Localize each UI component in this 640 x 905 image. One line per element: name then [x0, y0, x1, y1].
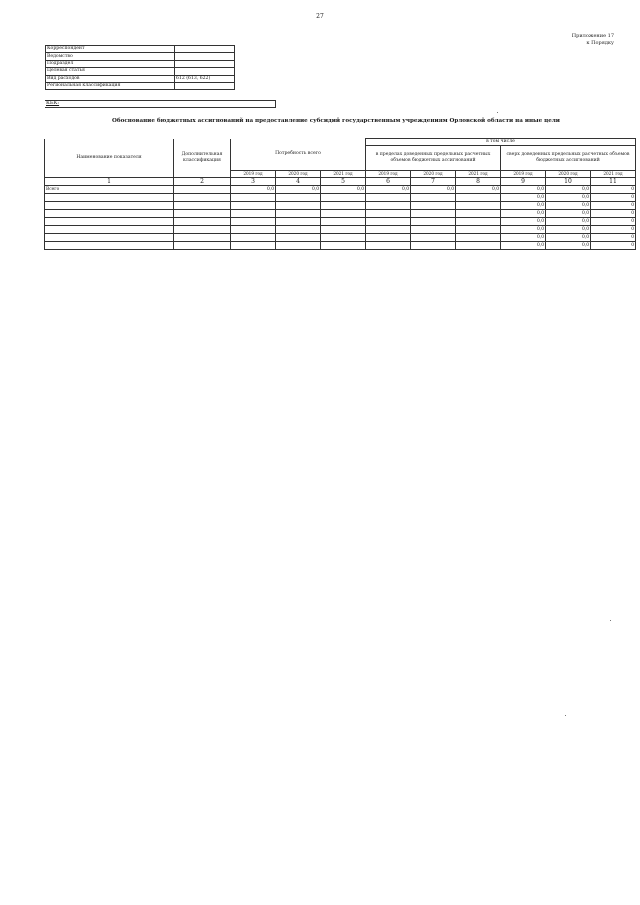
cell-value: 0 — [591, 234, 636, 242]
cell — [174, 202, 231, 210]
cell-value: 0,0 — [501, 226, 546, 234]
cell-value: 0 — [591, 210, 636, 218]
cell — [231, 194, 276, 202]
document-title: Обоснование бюджетных ассигнований на предоставление субсидий государственным учреждениям Орловской области на иные цели — [112, 118, 560, 124]
classification-label: Подраздел — [46, 60, 175, 67]
cell — [456, 210, 501, 218]
total-value: 0,0 — [546, 186, 591, 194]
total-value: 0,0 — [366, 186, 411, 194]
cell — [45, 242, 174, 250]
appendix-note — [572, 33, 614, 47]
cell — [366, 210, 411, 218]
cell — [174, 234, 231, 242]
cell — [174, 226, 231, 234]
year-header: 2019 год — [231, 171, 276, 178]
cell — [411, 234, 456, 242]
column-number: 10 — [546, 178, 591, 186]
classification-row — [46, 46, 235, 53]
cell-value: 0,0 — [546, 226, 591, 234]
classification-value — [175, 46, 235, 53]
total-value: 0,0 — [321, 186, 366, 194]
classification-value — [175, 53, 235, 60]
cell — [366, 242, 411, 250]
appendix-line-1: Приложение 17 — [571, 33, 614, 39]
cell — [456, 194, 501, 202]
year-header: 2020 год — [411, 171, 456, 178]
cell — [411, 202, 456, 210]
cell — [321, 194, 366, 202]
cell-value: 0,0 — [546, 234, 591, 242]
classification-label: Корреспондент — [46, 46, 175, 53]
cell-value: 0,0 — [546, 194, 591, 202]
cell — [411, 194, 456, 202]
table-row — [45, 202, 636, 210]
cell — [174, 210, 231, 218]
cell-value: 0,0 — [501, 210, 546, 218]
page-number: 27 — [316, 13, 324, 20]
cell — [276, 242, 321, 250]
cell — [276, 194, 321, 202]
year-header: 2020 год — [276, 171, 321, 178]
classification-row — [46, 68, 235, 75]
cell — [231, 218, 276, 226]
cell — [366, 226, 411, 234]
cell — [456, 242, 501, 250]
cell — [276, 226, 321, 234]
table-row — [45, 242, 636, 250]
cell — [231, 242, 276, 250]
header-total-need: Потребность всего — [231, 139, 366, 171]
cell — [411, 210, 456, 218]
cell — [231, 202, 276, 210]
cell — [174, 242, 231, 250]
kbk-field — [45, 100, 276, 108]
cell — [411, 218, 456, 226]
header-within-limits: в пределах доведенных предельных расчетных объемов бюджетных ассигнований — [366, 146, 501, 171]
cell — [231, 226, 276, 234]
total-label: Всего — [45, 186, 174, 194]
total-value: 0,0 — [456, 186, 501, 194]
cell — [456, 226, 501, 234]
classification-label: Вид расходов — [46, 75, 175, 82]
cell-value: 0,0 — [546, 242, 591, 250]
cell-value: 0,0 — [546, 210, 591, 218]
cell-value: 0 — [591, 194, 636, 202]
cell — [321, 234, 366, 242]
cell-value: 0,0 — [546, 218, 591, 226]
header-above-limits: сверх доведенных предельных расчетных объемов бюджетных ассигнований — [501, 146, 636, 171]
year-header: 2021 год — [456, 171, 501, 178]
column-number: 6 — [366, 178, 411, 186]
total-row — [45, 186, 636, 194]
cell — [276, 218, 321, 226]
classification-value — [175, 68, 235, 75]
classification-value: 612 (613, 622) — [175, 75, 235, 82]
kbk-label: КБК: — [46, 100, 60, 106]
cell — [456, 218, 501, 226]
header-extra-classification: Дополнительная классификация — [174, 139, 231, 178]
cell-value: 0 — [591, 218, 636, 226]
classification-row — [46, 75, 235, 82]
cell — [321, 242, 366, 250]
column-number: 7 — [411, 178, 456, 186]
classification-label: Региональная классификация — [46, 82, 175, 89]
classification-label: Целевая статья — [46, 68, 175, 75]
year-header: 2020 год — [546, 171, 591, 178]
column-number: 11 — [591, 178, 636, 186]
cell-value: 0,0 — [501, 194, 546, 202]
column-number: 1 — [45, 178, 174, 186]
table-row — [45, 226, 636, 234]
cell — [174, 194, 231, 202]
classification-table — [45, 45, 235, 90]
cell-value: 0,0 — [501, 202, 546, 210]
cell — [174, 218, 231, 226]
cell — [321, 226, 366, 234]
column-number: 8 — [456, 178, 501, 186]
column-number: 3 — [231, 178, 276, 186]
table-row — [45, 218, 636, 226]
header-name: Наименование показателя — [45, 139, 174, 178]
cell — [45, 194, 174, 202]
cell — [45, 218, 174, 226]
cell — [411, 226, 456, 234]
cell — [411, 242, 456, 250]
cell — [45, 202, 174, 210]
table-row — [45, 234, 636, 242]
cell — [456, 234, 501, 242]
cell-value: 0 — [591, 202, 636, 210]
appendix-line-2: к Порядку — [586, 40, 614, 46]
year-header: 2021 год — [321, 171, 366, 178]
cell — [366, 218, 411, 226]
classification-value — [175, 82, 235, 89]
column-number: 5 — [321, 178, 366, 186]
classification-row — [46, 53, 235, 60]
cell-value: 0,0 — [501, 242, 546, 250]
cell — [321, 210, 366, 218]
cell — [231, 234, 276, 242]
total-value: 0,0 — [276, 186, 321, 194]
cell — [321, 202, 366, 210]
cell — [366, 234, 411, 242]
budget-table — [44, 138, 636, 250]
total-value: 0,0 — [231, 186, 276, 194]
year-header: 2019 год — [501, 171, 546, 178]
classification-row — [46, 82, 235, 89]
cell — [231, 210, 276, 218]
cell-value: 0 — [591, 226, 636, 234]
table-row — [45, 194, 636, 202]
table-row — [45, 210, 636, 218]
classification-label: Ведомство — [46, 53, 175, 60]
total-value: 0 — [591, 186, 636, 194]
cell — [321, 218, 366, 226]
cell — [174, 186, 231, 194]
year-header: 2021 год — [591, 171, 636, 178]
cell — [366, 194, 411, 202]
classification-value — [175, 60, 235, 67]
column-number: 4 — [276, 178, 321, 186]
cell-value: 0,0 — [546, 202, 591, 210]
cell — [45, 210, 174, 218]
classification-row — [46, 60, 235, 67]
header-including: в том числе — [366, 139, 636, 146]
cell-value: 0,0 — [501, 218, 546, 226]
cell — [45, 234, 174, 242]
cell — [45, 226, 174, 234]
column-number: 9 — [501, 178, 546, 186]
cell — [276, 234, 321, 242]
cell — [366, 202, 411, 210]
total-value: 0,0 — [411, 186, 456, 194]
cell — [276, 202, 321, 210]
cell-value: 0 — [591, 242, 636, 250]
column-number: 2 — [174, 178, 231, 186]
cell-value: 0,0 — [501, 234, 546, 242]
cell — [276, 210, 321, 218]
cell — [456, 202, 501, 210]
total-value: 0,0 — [501, 186, 546, 194]
year-header: 2019 год — [366, 171, 411, 178]
